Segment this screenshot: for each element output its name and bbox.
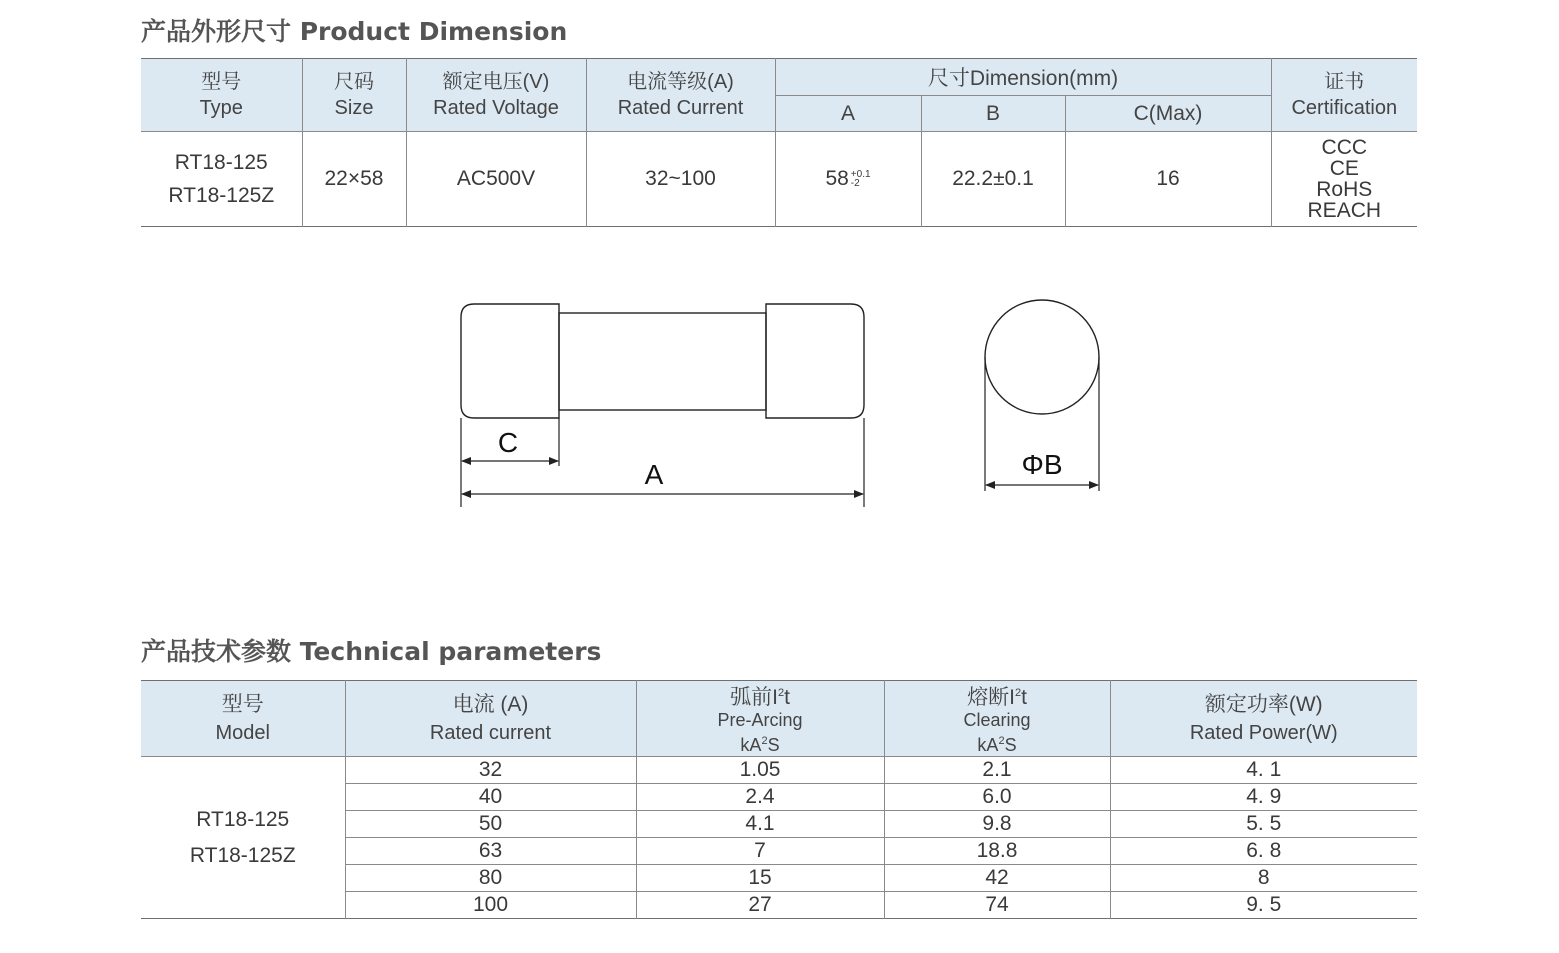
cell-prearc: 15: [636, 865, 884, 892]
cert-ccc: CCC: [1321, 136, 1368, 159]
header-current-en: Rated Current: [617, 97, 744, 119]
label-b: ΦB: [1021, 449, 1063, 480]
cell-prearc: 27: [636, 892, 884, 919]
header-prearc-zh: [637, 681, 884, 710]
header-current-zh: 电流等级(A): [627, 71, 734, 93]
header-dim-c: C(Max): [1065, 96, 1271, 132]
cell-current: 50: [345, 811, 636, 838]
model-line-1: RT18-125: [196, 807, 290, 831]
fuse-body: [559, 313, 766, 410]
clear-unit-a: kA: [977, 735, 999, 755]
cell-dim-c: 16: [1065, 132, 1271, 227]
technical-table-body: [141, 757, 1417, 919]
cell-clearing: 2.1: [884, 757, 1110, 784]
header-rated-current: [345, 681, 636, 757]
cell-prearc: 4.1: [636, 811, 884, 838]
header-model-en: Model: [215, 721, 270, 744]
header-size-zh: 尺码: [334, 71, 374, 93]
cell-size: 22×58: [302, 132, 406, 227]
fuse-side-view: [461, 304, 864, 418]
cell-power: 4. 1: [1110, 757, 1417, 784]
cert-rohs: RoHS: [1316, 178, 1373, 201]
cell-power: 9. 5: [1110, 892, 1417, 919]
prearc-t: t: [784, 686, 790, 709]
cell-current: 32~100: [586, 132, 775, 227]
header-power-zh: 额定功率(W): [1204, 692, 1323, 716]
cell-prearc: 1.05: [636, 757, 884, 784]
prearc-unit-a: kA: [740, 735, 762, 755]
clear-zh-text: 熔断I: [967, 686, 1015, 709]
clear-unit-sup: 2: [998, 735, 1005, 747]
cell-current: 32: [345, 757, 636, 784]
cell-current: 63: [345, 838, 636, 865]
dim-a-tol-plus: +0.1: [850, 169, 871, 181]
cell-current: 80: [345, 865, 636, 892]
fuse-end-view: [985, 300, 1099, 414]
type-line-1: RT18-125: [174, 151, 268, 174]
header-pre-arcing: [636, 681, 884, 757]
header-dimension: 尺寸Dimension(mm): [775, 59, 1271, 96]
header-clear-zh: [885, 681, 1110, 710]
technical-parameters-table: [141, 680, 1417, 919]
prearc-sup: 2: [777, 687, 785, 699]
cell-power: 6. 8: [1110, 838, 1417, 865]
technical-parameters-title: 产品技术参数 Technical parameters: [141, 637, 602, 666]
header-cert-en: Certification: [1291, 97, 1398, 119]
header-model-zh: 型号: [221, 692, 264, 716]
cell-power: 5. 5: [1110, 811, 1417, 838]
header-voltage-en: Rated Voltage: [433, 97, 559, 119]
prearc-zh-text: 弧前I: [730, 686, 778, 709]
fuse-left-cap: [461, 304, 559, 418]
header-prearc-unit: [637, 730, 884, 756]
cell-current: 100: [345, 892, 636, 919]
cell-clearing: 18.8: [884, 838, 1110, 865]
cell-power: 8: [1110, 865, 1417, 892]
prearc-unit-sup: 2: [761, 735, 768, 747]
cell-clearing: 6.0: [884, 784, 1110, 811]
label-a: A: [644, 459, 664, 490]
header-clear-unit: [885, 730, 1110, 756]
clear-unit-b: S: [1004, 735, 1017, 755]
header-current-zh: 电流 (A): [452, 692, 529, 716]
dim-a-value: 58: [825, 167, 849, 190]
cell-voltage: AC500V: [406, 132, 586, 227]
clear-t: t: [1021, 686, 1027, 709]
header-power-en: Rated Power(W): [1189, 721, 1338, 744]
label-c: C: [497, 427, 519, 458]
header-clear-en: Clearing: [963, 710, 1031, 730]
table-row: [141, 757, 1417, 784]
cell-dim-b: 22.2±0.1: [921, 132, 1065, 227]
header-type-zh: 型号: [201, 71, 242, 93]
cell-current: 40: [345, 784, 636, 811]
type-line-2: RT18-125Z: [168, 184, 275, 207]
header-voltage-zh: 额定电压(V): [442, 71, 550, 93]
header-type-en: Type: [199, 97, 243, 119]
dim-a-tol-minus: -2: [850, 178, 860, 190]
prearc-unit-b: S: [767, 735, 780, 755]
header-prearc-en: Pre-Arcing: [717, 710, 803, 730]
clear-sup: 2: [1014, 687, 1022, 699]
header-cert-zh: 证书: [1324, 71, 1365, 93]
header-size-en: Size: [334, 97, 374, 119]
cert-reach: REACH: [1307, 199, 1382, 222]
cell-prearc: 2.4: [636, 784, 884, 811]
header-model: [141, 681, 345, 757]
header-clearing: [884, 681, 1110, 757]
cell-clearing: 74: [884, 892, 1110, 919]
cert-ce: CE: [1329, 157, 1359, 180]
cell-clearing: 9.8: [884, 811, 1110, 838]
header-rated-power: [1110, 681, 1417, 757]
cell-clearing: 42: [884, 865, 1110, 892]
cell-model: [141, 757, 345, 919]
model-line-2: RT18-125Z: [189, 843, 296, 867]
header-dim-a: A: [775, 96, 921, 132]
fuse-end-circle: [985, 300, 1099, 414]
header-dim-b: B: [921, 96, 1065, 132]
header-current-en: Rated current: [429, 721, 552, 744]
product-dimension-title: 产品外形尺寸 Product Dimension: [141, 17, 568, 46]
cell-power: 4. 9: [1110, 784, 1417, 811]
fuse-right-cap: [766, 304, 864, 418]
cell-prearc: 7: [636, 838, 884, 865]
